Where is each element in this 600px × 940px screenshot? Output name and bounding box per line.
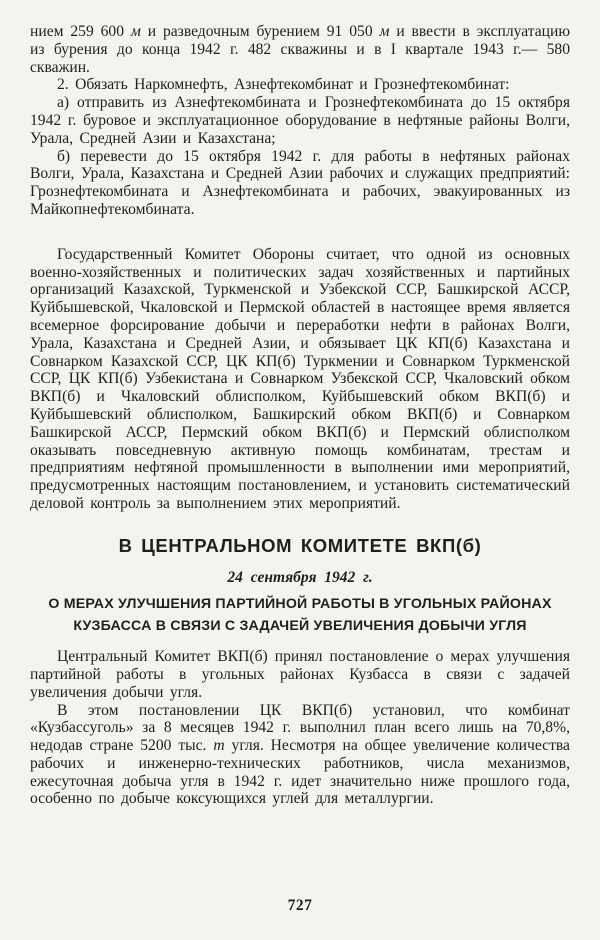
body-paragraph-gko-statement: Государственный Комитет Обороны считает, что одной из основных военно-хозяйственных и политических задач хозяйственных и партийных организаций Казахской, Туркменской и Узбекской ССР, Башкирской АССР, Куйбышевской, Чкаловской и Пермской областей в настоящее время является всемерное форсирование добычи и переработки нефти в районах Волги, Урала, Казахстана и Средней Азии, и обязывает ЦК КП(б) Казахстана и Совнарком Казахской ССР, ЦК КП(б) Туркмении и Совнарком Туркменской ССР, ЦК КП(б) Узбекистана и Совнарком Узбекской ССР, Чкаловский обком ВКП(б) и Чкаловский облисполком, Куйбышевский обком ВКП(б) и Куйбышевский облисполком, Башкирский обком ВКП(б) и Совнарком Башкирской АССР, Пермский обком ВКП(б) и Пермский облисполком оказывать повседневную активную помощь комбинатам, трестам и предприятиям нефтяной промышленности в выполнении ими мероприятий, предусмотренных настоящим постановлением, и установить систематический деловой контроль за выполнением этих мероприятий. bbox=[30, 245, 570, 512]
unit-meters: м bbox=[379, 23, 390, 40]
paragraph-text: В этом постановлении ЦК ВКП(б) установил, что комбинат «Кузбассуголь» за 8 месяцев 1942 г. выполнил план всего лишь на 70,8%, недодав стране 5200 тыс. bbox=[30, 701, 570, 755]
article-heading: В ЦЕНТРАЛЬНОМ КОМИТЕТЕ ВКП(б) bbox=[118, 534, 482, 556]
body-paragraph-article-2 bbox=[30, 702, 570, 809]
body-paragraph-article-1: Центральный Комитет ВКП(б) принял постановление о мерах улучшения партийной работы в угольных районах Кузбасса в связи с задачей увеличения добычи угля. bbox=[30, 648, 570, 701]
article-subheading: О МЕРАХ УЛУЧШЕНИЯ ПАРТИЙНОЙ РАБОТЫ В УГОЛЬНЫХ РАЙОНАХ КУЗБАССА В СВЯЗИ С ЗАДАЧЕЙ УВЕЛИЧЕНИЯ ДОБЫЧИ УГЛЯ bbox=[48, 596, 552, 634]
paragraph-text: и разведочным бурением 91 050 bbox=[140, 23, 380, 40]
paragraph-text: и ввести в эксплуатацию из бурения до конца 1942 г. 482 скважины и в I квартале 1943 г.— 580 скважин. bbox=[30, 23, 570, 76]
article-date: 24 сентября 1942 г. bbox=[227, 569, 373, 587]
unit-tons: т bbox=[213, 737, 225, 755]
body-paragraph-item-2: 2. Обязать Наркомнефть, Азнефтекомбинат и Грознефтекомбинат: bbox=[57, 76, 510, 94]
unit-meters: м bbox=[130, 23, 141, 40]
body-paragraph-item-b: б) перевести до 15 октября 1942 г. для работы в нефтяных районах Волги, Урала, Казахстана и Средней Азии рабочих и служащих предприятий: Грознефтекомбината и Азнефтекомбината и рабочих, эвакуированных из Майкопнефтекомбината. bbox=[30, 147, 570, 218]
body-paragraph-item-a: а) отправить из Азнефтекомбината и Грознефтекомбината до 15 октября 1942 г. буровое и эксплуатационное оборудование в нефтяные районы Волги, Урала, Средней Азии и Казахстана; bbox=[30, 94, 570, 147]
page-number: 727 bbox=[287, 897, 313, 915]
paragraph-text: нием 259 600 bbox=[30, 23, 131, 40]
section-separator bbox=[30, 219, 570, 246]
paragraph-text: угля. Несмотря на общее увеличение количества рабочих и инженерно-технических работников, числа механизмов, ежесуточная добыча угля в 1942 г. идет значительно ниже прошлого года, особенно по добыче коксующихся углей для металлургии. bbox=[30, 737, 570, 808]
body-paragraph-continuation bbox=[30, 23, 570, 76]
